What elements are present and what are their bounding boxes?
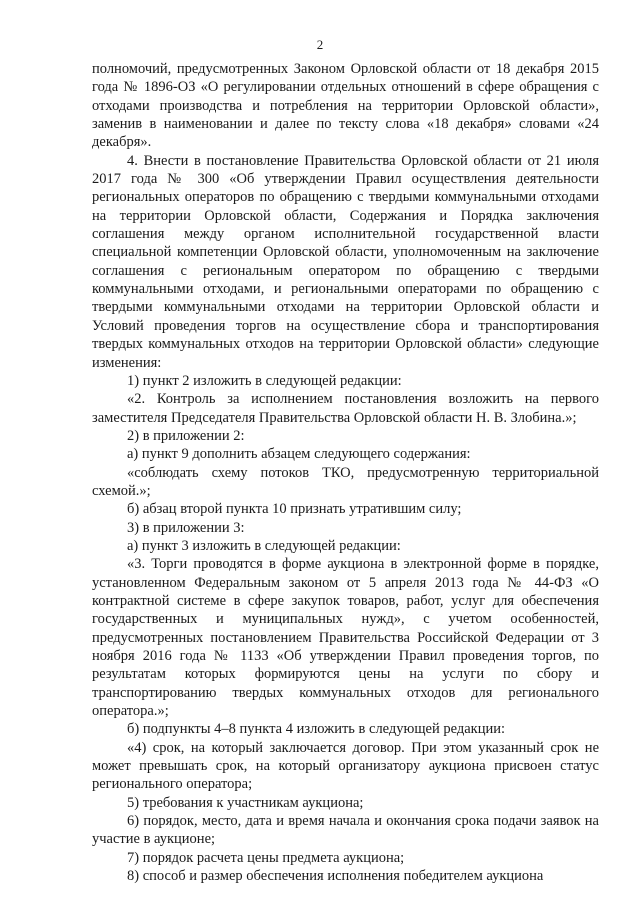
paragraph: «2. Контроль за исполнением постановления возложить на первого заместителя Председателя Правительства Орловской области Н. В. Злобина.»; bbox=[92, 391, 599, 426]
paragraph: а) пункт 9 дополнить абзацем следующего содержания: bbox=[127, 446, 471, 463]
paragraph: 2) в приложении 2: bbox=[127, 427, 245, 444]
paragraph: 4. Внести в постановление Правительства Орловской области от 21 июля 2017 года № 300 «Об утверждении Правил осуществления деятельности региональных операторов по обращению с твердыми коммунальными отходами на территории Орловской области, Содержания и Порядка заключения соглашения между органом исполнительной государственной власти специальной компетенции Орловской области, уполномоченным на заключение соглашения с региональным оператором по обращению с твердыми коммунальными отходами, и региональными операторами по обращению с твердыми коммунальными отходами на территории Орловской области и Условий проведения торгов на осуществление сбора и транспортирования твердых коммунальных отходов на территории Орловской области» следующие изменения: bbox=[92, 152, 599, 371]
document-body bbox=[92, 60, 599, 885]
paragraph: а) пункт 3 изложить в следующей редакции: bbox=[127, 537, 401, 554]
paragraph: 5) требования к участникам аукциона; bbox=[127, 794, 364, 811]
paragraph: «соблюдать схему потоков ТКО, предусмотренную территориальной схемой.»; bbox=[92, 464, 599, 499]
paragraph: б) абзац второй пункта 10 признать утратившим силу; bbox=[127, 501, 462, 518]
paragraph: б) подпункты 4–8 пункта 4 изложить в следующей редакции: bbox=[127, 721, 506, 738]
paragraph: полномочий, предусмотренных Законом Орловской области от 18 декабря 2015 года № 1896-ОЗ «О регулировании отдельных отношений в сфере обращения с отходами производства и потребления на территории Орловской области», заменив в наименовании и далее по тексту слова «18 декабря» словами «24 декабря». bbox=[92, 61, 599, 151]
paragraph: 3) в приложении 3: bbox=[127, 519, 245, 536]
paragraph: 7) порядок расчета цены предмета аукциона; bbox=[127, 849, 405, 866]
paragraph: 1) пункт 2 изложить в следующей редакции: bbox=[127, 372, 402, 389]
page-number: 2 bbox=[316, 37, 324, 52]
paragraph: «4) срок, на который заключается договор. При этом указанный срок не может превышать срок, на который организатору аукциона присвоен статус регионального оператора; bbox=[92, 739, 599, 793]
paragraph: «3. Торги проводятся в форме аукциона в электронной форме в порядке, установленном Федеральным законом от 5 апреля 2013 года № 44-ФЗ «О контрактной системе в сфере закупок товаров, работ, услуг для обеспечения государственных и муниципальных нужд», с учетом особенностей, предусмотренных постановлением Правительства Российской Федерации от 3 ноября 2016 года № 1133 «Об утверждении Правил проведения торгов, по результатам которых формируются цены на услуги по сбору и транспортированию твердых коммунальных отходов для регионального оператора.»; bbox=[92, 556, 599, 720]
paragraph: 6) порядок, место, дата и время начала и окончания срока подачи заявок на участие в аукционе; bbox=[92, 813, 599, 848]
paragraph: 8) способ и размер обеспечения исполнения победителем аукциона bbox=[127, 868, 544, 885]
